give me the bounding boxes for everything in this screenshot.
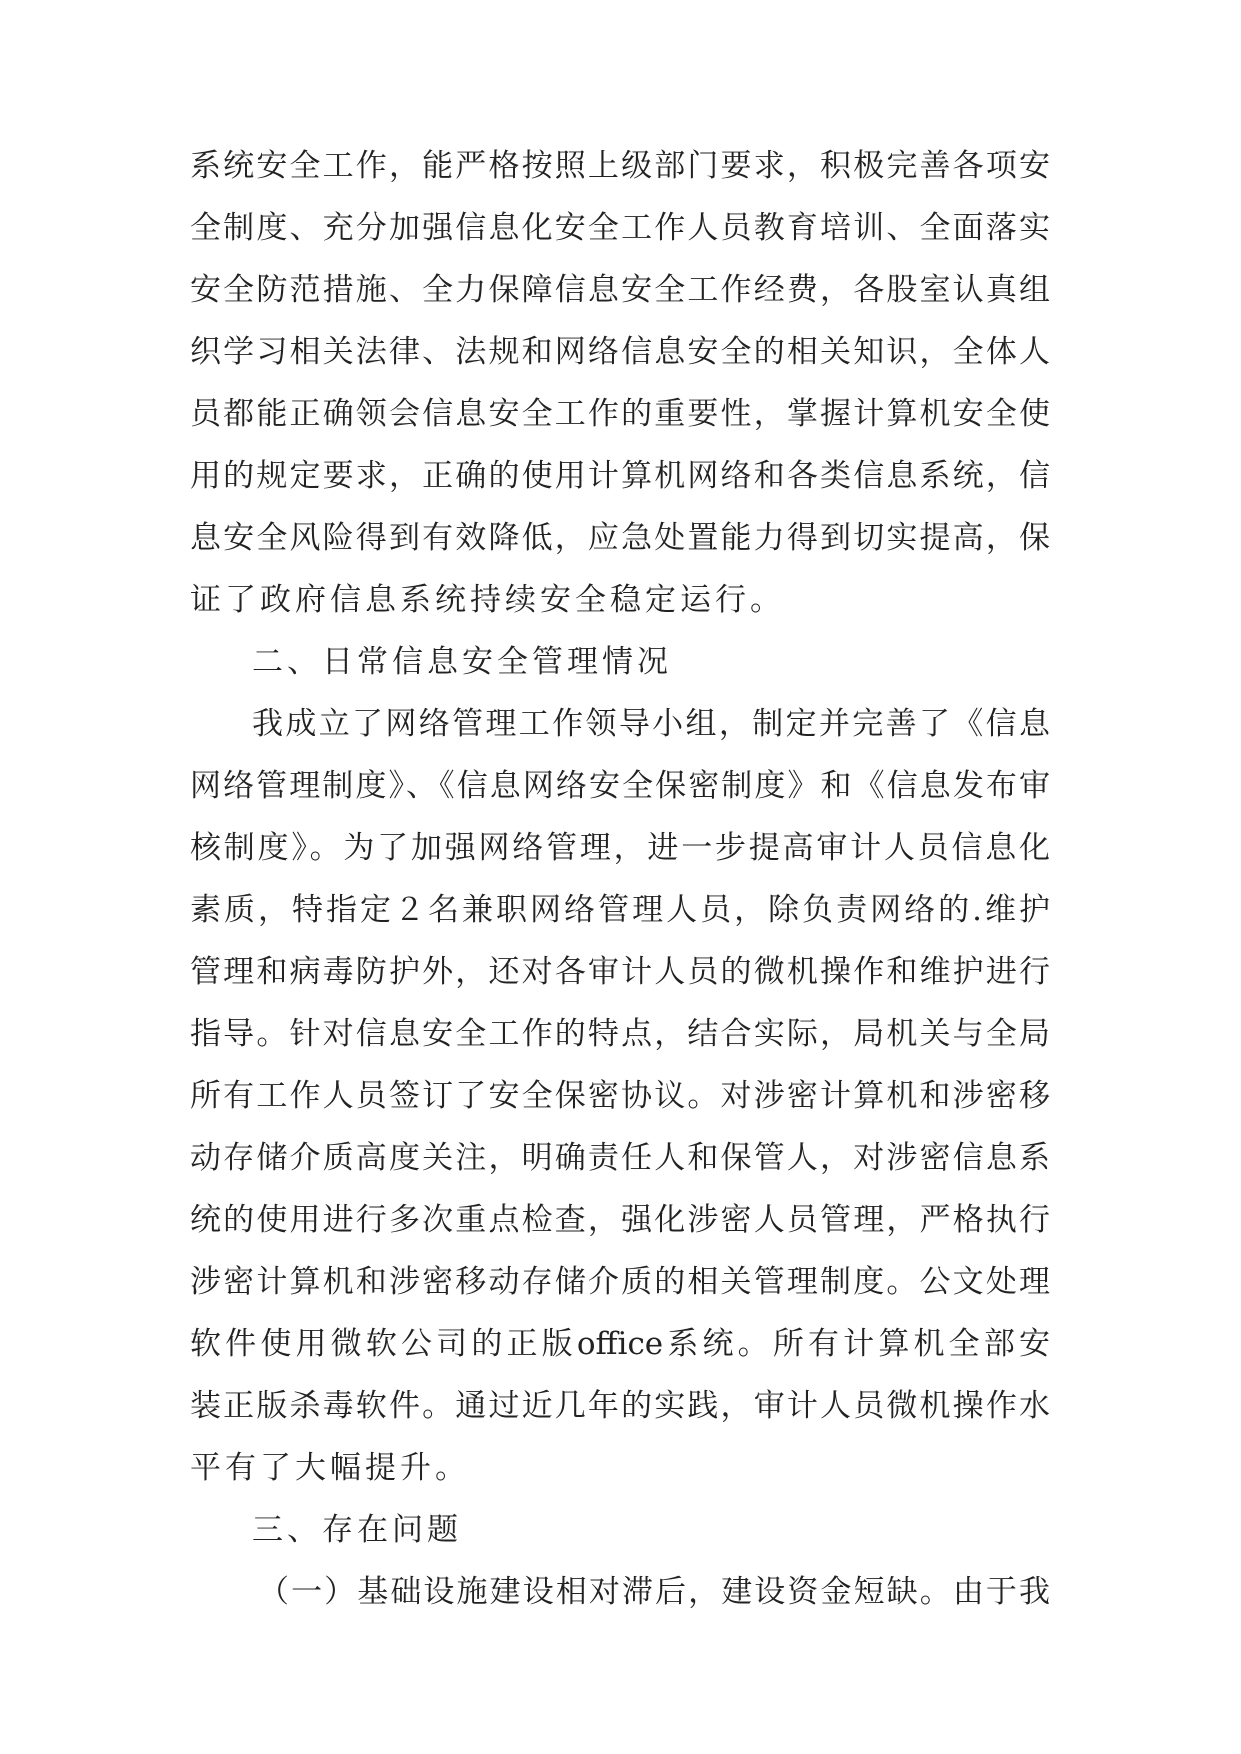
text-line: 动存储介质高度关注，明确责任人和保管人，对涉密信息系	[190, 1140, 1050, 1176]
text-line: 统的使用进行多次重点检查，强化涉密人员管理，严格执行	[190, 1202, 1050, 1238]
text-line: 证了政府信息系统持续安全稳定运行。	[190, 582, 785, 618]
text-line: 我成立了网络管理工作领导小组，制定并完善了《信息	[252, 706, 1050, 742]
text-line: 装正版杀毒软件。通过近几年的实践，审计人员微机操作水	[190, 1388, 1050, 1424]
text-line: 软件使用微软公司的正版office系统。所有计算机全部安	[190, 1326, 1050, 1362]
text-line: 平有了大幅提升。	[190, 1450, 470, 1486]
text-line: 员都能正确领会信息安全工作的重要性，掌握计算机安全使	[190, 396, 1050, 432]
text-line: 所有工作人员签订了安全保密协议。对涉密计算机和涉密移	[190, 1078, 1050, 1114]
section-heading: 三、存在问题	[252, 1512, 462, 1548]
text-line: 系统安全工作，能严格按照上级部门要求，积极完善各项安	[190, 148, 1050, 184]
text-line: 涉密计算机和涉密移动存储介质的相关管理制度。公文处理	[190, 1264, 1050, 1300]
text-line: （一）基础设施建设相对滞后，建设资金短缺。由于我	[258, 1574, 1050, 1610]
text-line: 网络管理制度》、《信息网络安全保密制度》和《信息发布审	[190, 768, 1050, 804]
text-line: 全制度、充分加强信息化安全工作人员教育培训、全面落实	[190, 210, 1050, 246]
text-line: 管理和病毒防护外，还对各审计人员的微机操作和维护进行	[190, 954, 1050, 990]
text-line: 安全防范措施、全力保障信息安全工作经费，各股室认真组	[190, 272, 1050, 308]
text-line: 指导。针对信息安全工作的特点，结合实际，局机关与全局	[190, 1016, 1050, 1052]
text-line: 核制度》。为了加强网络管理，进一步提高审计人员信息化	[190, 830, 1050, 866]
text-line: 用的规定要求，正确的使用计算机网络和各类信息系统，信	[190, 458, 1050, 494]
text-line: 素质，特指定２名兼职网络管理人员，除负责网络的.维护	[190, 892, 1050, 928]
section-heading: 二、日常信息安全管理情况	[252, 644, 672, 680]
text-line: 织学习相关法律、法规和网络信息安全的相关知识，全体人	[190, 334, 1050, 370]
text-line: 息安全风险得到有效降低，应急处置能力得到切实提高，保	[190, 520, 1050, 556]
